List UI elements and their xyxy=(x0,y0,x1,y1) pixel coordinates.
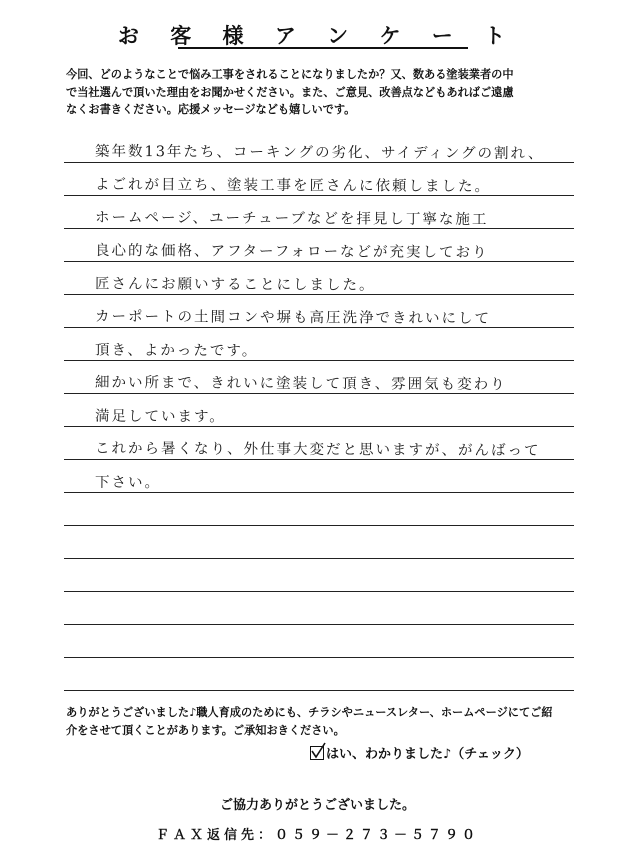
checkmark-icon xyxy=(309,742,327,760)
ruled-line xyxy=(64,492,574,493)
answer-line: 築年数13年たち、コーキングの劣化、サイディングの割れ、 xyxy=(94,143,545,163)
footer-note xyxy=(66,704,586,739)
ruled-line xyxy=(64,690,574,691)
answer-line: ホームページ、ユーチューブなどを拝見し丁寧な施工 xyxy=(94,209,489,229)
ruled-line xyxy=(64,558,574,559)
answer-line: よごれが目立ち、塗装工事を匠さんに依頼しました。 xyxy=(94,176,492,196)
page-title: お 客 様 ア ン ケ ー ト xyxy=(117,24,518,48)
ruled-line xyxy=(64,624,574,625)
answer-line: カーポートの土間コンや塀も高圧洗浄できれいにして xyxy=(94,308,492,328)
answer-line: 下さい。 xyxy=(94,474,162,492)
consent-checkbox[interactable] xyxy=(310,746,324,760)
fax-number: ＦＡＸ返信先：０５９－２７３－５７９０ xyxy=(155,828,479,843)
ruled-line xyxy=(64,360,574,361)
ruled-line xyxy=(64,591,574,592)
intro-line: なくお書きください。応援メッセージなども嬉しいです。 xyxy=(66,103,356,116)
intro-line: 今回、どのようなことで悩み工事をされることになりましたか？又、数ある塗装業者の中 xyxy=(66,68,514,81)
footer-note-line: ありがとうございました♪職人育成のためにも、チラシやニュースレター、ホームページにてご紹 xyxy=(66,706,553,719)
ruled-line xyxy=(64,657,574,658)
answer-line: 良心的な価格、アフターフォローなどが充実しており xyxy=(94,242,489,262)
answer-line: 細かい所まで、きれいに塗装して頂き、雰囲気も変わり xyxy=(94,374,507,394)
answer-line: これから暑くなり、外仕事大変だと思いますが、がんばって xyxy=(94,440,541,460)
intro-line: で当社選んで頂いた理由をお聞かせください。また、ご意見、改善点などもあればご遠慮 xyxy=(66,85,514,99)
answer-line: 頂き、よかったです。 xyxy=(94,342,259,360)
consent-row[interactable] xyxy=(310,743,529,762)
consent-label: はい、わかりました♪（チェック） xyxy=(326,747,529,762)
answer-line: 匠さんにお願いすることにしました。 xyxy=(94,276,376,294)
answer-line: 満足しています。 xyxy=(94,408,226,426)
thanks-message: ご協力ありがとうございました。 xyxy=(219,798,415,813)
footer-note-line: 介をさせて頂くことがあります。ご承知おきください。 xyxy=(66,723,345,737)
ruled-line xyxy=(64,426,574,427)
ruled-line xyxy=(64,525,574,526)
